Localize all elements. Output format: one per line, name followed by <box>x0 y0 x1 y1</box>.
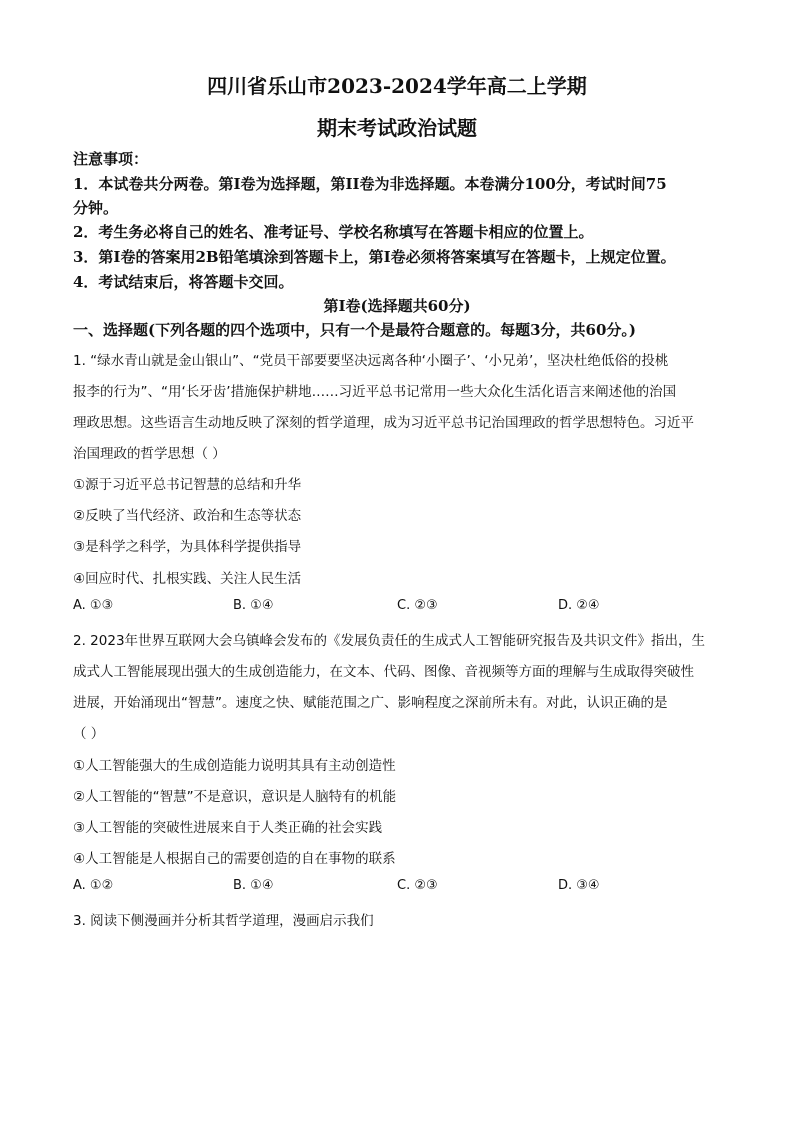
notice-heading: 注意事项： <box>73 150 149 168</box>
q2-option-c[interactable]: C. ②③ <box>397 878 438 893</box>
q2-stem-line: 进展，开始涌现出“智慧”。速度之快、赋能范围之广、影响程度之深前所未有。对此，认识正确的是 <box>73 695 668 711</box>
q1-statement: ④回应时代、扎根实践、关注人民生活 <box>73 571 302 587</box>
q1-option-c[interactable]: C. ②③ <box>397 598 438 613</box>
exam-title-line1: 四川省乐山市2023-2024学年高二上学期 <box>207 74 587 98</box>
q2-statement: ①人工智能强大的生成创造能力说明其具有主动创造性 <box>73 758 396 774</box>
q1-option-d[interactable]: D. ②④ <box>558 598 600 613</box>
exam-title-line2: 期末考试政治试题 <box>317 116 477 140</box>
volume-title: 第Ⅰ卷(选择题共60分) <box>323 297 471 315</box>
q2-statement: ④人工智能是人根据自己的需要创造的自在事物的联系 <box>73 851 396 867</box>
q1-options <box>73 598 733 618</box>
q1-stem-line: 治国理政的哲学思想（ ） <box>73 446 226 462</box>
q1-option-b[interactable]: B. ①④ <box>233 598 274 613</box>
q2-options <box>73 878 733 898</box>
notice-item-2: 2．考生务必将自己的姓名、准考证号、学校名称填写在答题卡相应的位置上。 <box>73 223 594 241</box>
q2-option-d[interactable]: D. ③④ <box>558 878 600 893</box>
notice-item-3: 3．第Ⅰ卷的答案用2B铅笔填涂到答题卡上，第Ⅰ卷必须将答案填写在答题卡，上规定位置。 <box>73 248 676 266</box>
notice-item-4: 4．考试结束后，将答题卡交回。 <box>73 273 294 291</box>
q1-statement: ③是科学之科学，为具体科学提供指导 <box>73 539 302 555</box>
q2-stem-line: （ ） <box>73 726 105 742</box>
q1-stem-line: 1. “绿水青山就是金山银山”、“党员干部要要坚决远离各种‘小圈子’、‘小兄弟’，坚决杜绝低俗的投桃 <box>73 353 669 369</box>
q2-option-b[interactable]: B. ①④ <box>233 878 274 893</box>
q1-stem-line: 理政思想。这些语言生动地反映了深刻的哲学道理，成为习近平总书记治国理政的哲学思想特色。习近平 <box>73 415 694 431</box>
q2-stem-line: 成式人工智能展现出强大的生成创造能力，在文本、代码、图像、音视频等方面的理解与生成取得突破性 <box>73 664 694 680</box>
q2-stem-line: 2. 2023年世界互联网大会乌镇峰会发布的《发展负责任的生成式人工智能研究报告及共识文件》指出，生 <box>73 633 706 649</box>
notice-item-1-line1: 1．本试卷共分两卷。第Ⅰ卷为选择题，第II卷为非选择题。本卷满分100分，考试时间75 <box>73 175 667 193</box>
part-title: 一、选择题(下列各题的四个选项中，只有一个是最符合题意的。每题3分，共60分。) <box>73 321 637 339</box>
q2-statement: ②人工智能的“智慧”不是意识，意识是人脑特有的机能 <box>73 789 397 805</box>
q2-statement: ③人工智能的突破性进展来自于人类正确的社会实践 <box>73 820 383 836</box>
q3-stem-line: 3. 阅读下侧漫画并分析其哲学道理，漫画启示我们 <box>73 913 374 929</box>
q1-statement: ②反映了当代经济、政治和生态等状态 <box>73 508 302 524</box>
q1-stem-line: 报李的行为”、“用‘长牙齿’措施保护耕地……习近平总书记常用一些大众化生活化语言来阐述他的治国 <box>73 384 677 400</box>
q2-option-a[interactable]: A. ①② <box>73 878 114 893</box>
notice-item-1-line2: 分钟。 <box>73 199 119 217</box>
q1-option-a[interactable]: A. ①③ <box>73 598 114 613</box>
q1-statement: ①源于习近平总书记智慧的总结和升华 <box>73 477 302 493</box>
